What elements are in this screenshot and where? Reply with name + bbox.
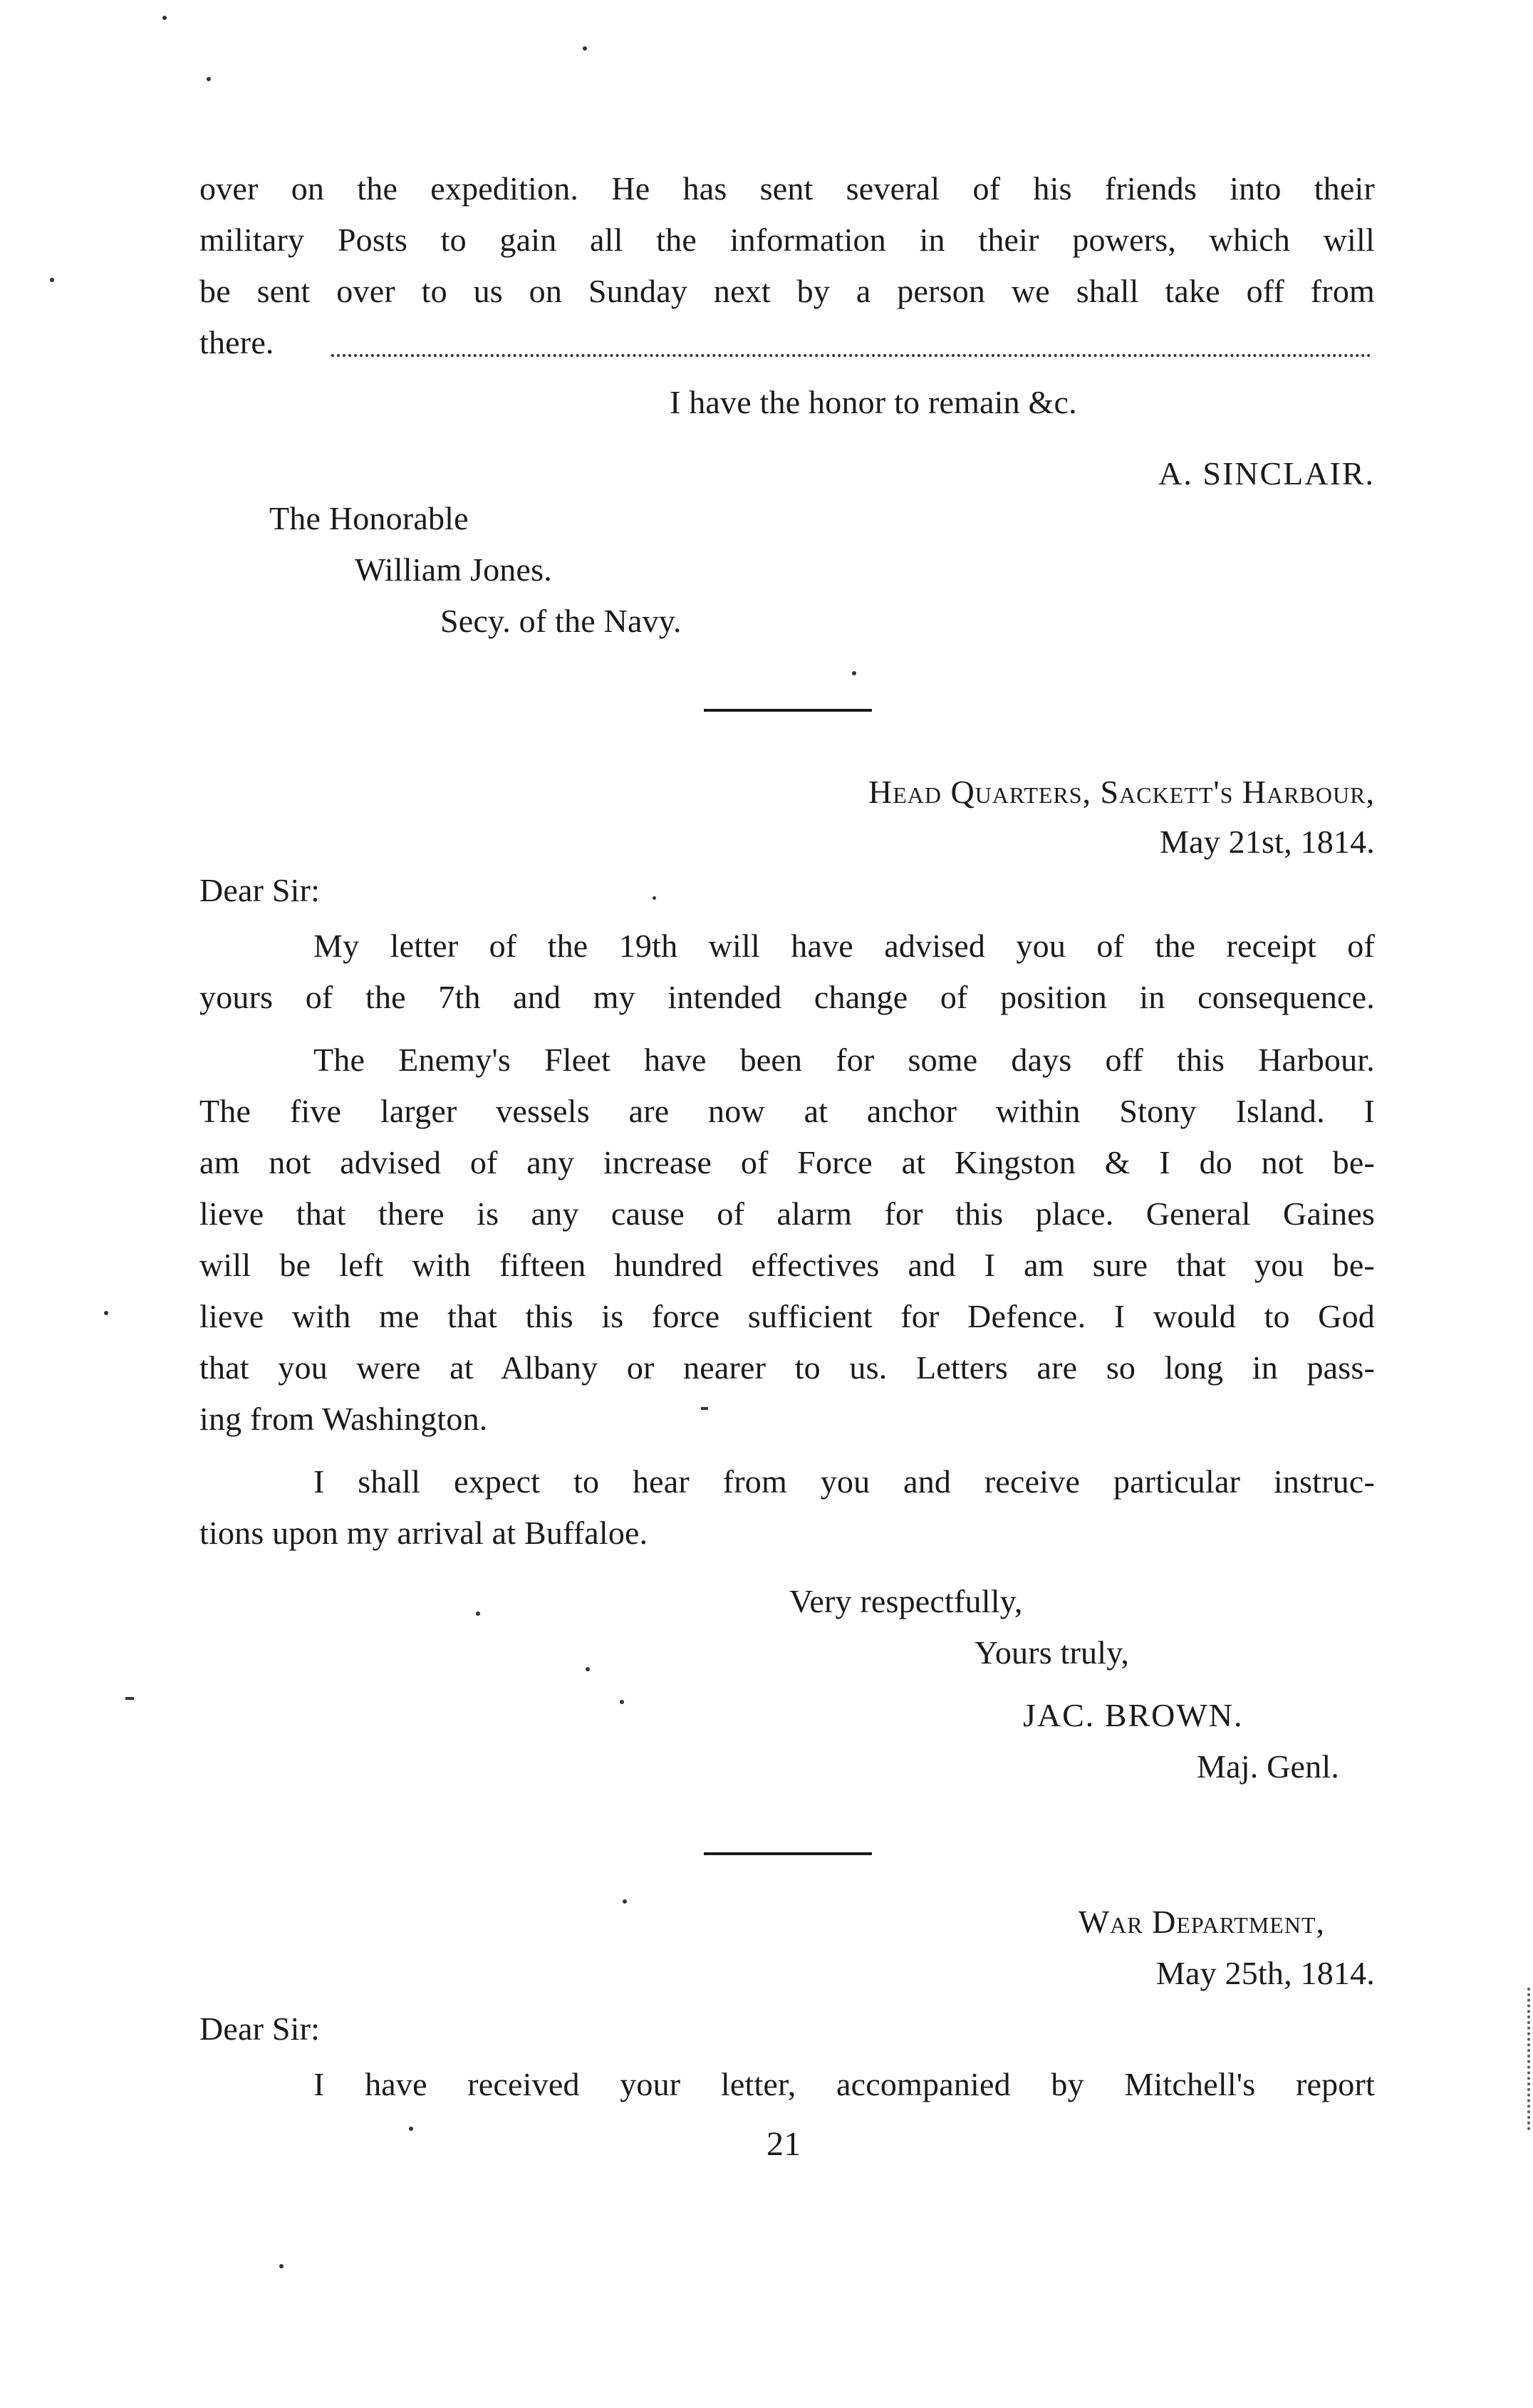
scan-speck <box>701 1407 708 1410</box>
scan-speck <box>476 1612 480 1616</box>
scan-speck <box>279 2264 284 2268</box>
scan-speck <box>620 1700 624 1704</box>
body-line: military Posts to gain all the information in their powers, which will <box>199 222 1375 258</box>
body-line: be sent over to us on Sunday next by a person we shall take off from <box>199 273 1375 309</box>
scan-speck <box>583 46 587 51</box>
body-line: I have received your letter, accompanied by Mitchell's report <box>313 2066 1375 2102</box>
section-divider <box>704 1852 872 1855</box>
letter2-heading-date: May 21st, 1814. <box>1160 824 1375 860</box>
scan-speck <box>162 16 167 20</box>
scan-speck <box>104 1311 108 1315</box>
page-number: 21 <box>766 2125 801 2163</box>
section-divider <box>704 709 872 712</box>
body-line: I shall expect to hear from you and receive particular instruc- <box>313 1463 1375 1500</box>
body-line: over on the expedition. He has sent several of his friends into their <box>199 170 1375 207</box>
body-line: The five larger vessels are now at anchor within Stony Island. I <box>199 1093 1375 1129</box>
leader-dots <box>331 354 1371 357</box>
letter2-closing: Very respectfully, <box>789 1583 1023 1619</box>
letter2-closing: Yours truly, <box>975 1634 1130 1671</box>
letter3-heading-place: War Department, <box>1078 1904 1325 1940</box>
letter2-salutation: Dear Sir: <box>199 872 321 908</box>
letter1-closing: I have the honor to remain &c. <box>670 384 1077 420</box>
letter2-heading-place: Head Quarters, Sackett's Harbour, <box>868 774 1375 810</box>
body-line: am not advised of any increase of Force at Kingston & I do not be- <box>199 1144 1375 1180</box>
body-line: lieve with me that this is force sufficient for Defence. I would to God <box>199 1298 1375 1334</box>
letter1-signature: A. SINCLAIR. <box>1158 455 1375 492</box>
body-line: tions upon my arrival at Buffaloe. <box>199 1515 648 1551</box>
body-line: will be left with fifteen hundred effectives and I am sure that you be- <box>199 1247 1375 1283</box>
scan-speck <box>623 1899 627 1904</box>
addressee-line: The Honorable <box>269 500 469 536</box>
body-line: lieve that there is any cause of alarm for this place. General Gaines <box>199 1195 1375 1232</box>
addressee-line: Secy. of the Navy. <box>440 603 682 639</box>
letter3-salutation: Dear Sir: <box>199 2010 321 2047</box>
addressee-line: William Jones. <box>355 551 552 588</box>
scan-speck <box>852 671 856 675</box>
body-line: My letter of the 19th will have advised you of the receipt of <box>313 928 1375 964</box>
letter3-heading-date: May 25th, 1814. <box>1155 1955 1375 1991</box>
scan-speck <box>50 278 54 282</box>
scan-speck <box>586 1667 590 1671</box>
body-line: ing from Washington. <box>199 1401 488 1437</box>
scan-speck <box>409 2127 413 2131</box>
letter2-rank: Maj. Genl. <box>1197 1748 1340 1785</box>
body-line: The Enemy's Fleet have been for some days off this Harbour. <box>313 1042 1375 1078</box>
body-line: yours of the 7th and my intended change of position in consequence. <box>199 979 1375 1015</box>
scan-edge-marks <box>1527 1988 1533 2130</box>
scan-speck <box>207 77 211 81</box>
scan-speck <box>653 896 656 900</box>
scan-speck <box>125 1697 134 1700</box>
letter2-signature: JAC. BROWN. <box>1023 1697 1244 1733</box>
body-line: that you were at Albany or nearer to us. Letters are so long in pass- <box>199 1349 1375 1386</box>
body-line: there. <box>199 324 274 360</box>
